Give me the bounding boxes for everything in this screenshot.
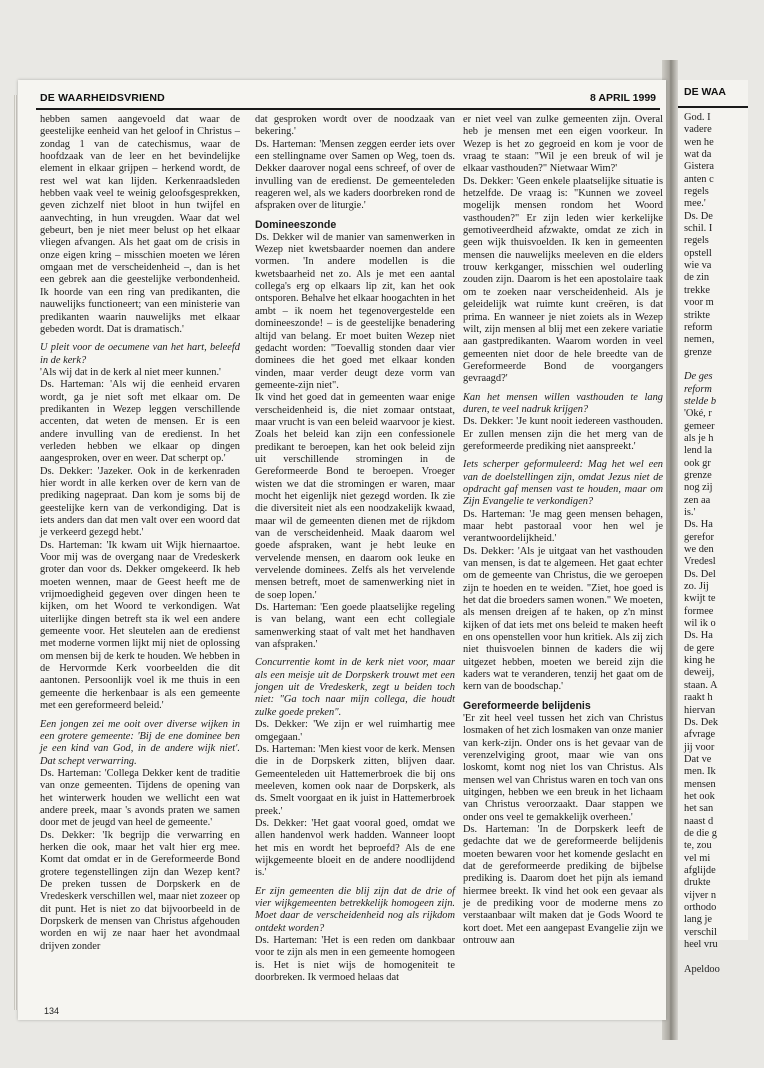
paragraph: Ds. Dekker: 'We zijn er wel ruimhartig mee omgegaan.' [255, 719, 455, 743]
right-page-line: jij voor [684, 741, 715, 753]
right-page-line: voor m [684, 297, 714, 309]
interview-question: Concurrentie komt in de kerk niet voor, maar als een meisje uit de Dorpskerk trouwt met een jongen uit de Vredeskerk, zegt u beiden toch niet: "Ga toch naar mijn collega, die houdt zulke goede preken". [255, 657, 455, 718]
paragraph: Ds. Dekker: 'Je kunt nooit iedereen vasthouden. Er zullen mensen zijn die het merg van de gereformeerde prediking niet aanspreekt.' [463, 416, 663, 452]
right-page-line: nemen, [684, 334, 715, 346]
page-number: 134 [44, 1006, 60, 1016]
interview-question: Kan het mensen willen vasthouden te lang duren, te veel nadruk krijgen? [463, 391, 663, 415]
right-page-line: Ds. Ha [684, 630, 713, 642]
paragraph: Ds. Harteman: 'Ik kwam uit Wijk hiernaartoe. Voor mij was de overgang naar de Vredeskerk groter dan voor ds. Dekker omgekeerd. Ik heb moeten wennen, maar de Geest heeft me de vrijmoedigheid gegeven over dingen heen te kijken, om het Woord te verkondigen. Wat uiterlijke dingen betreft sta ik wel een andere gemeente voor. Het sleutelen aan de eredienst met moderne vormen lijkt mij niet de oplossing om mensen bij de kerk te houden. We hebben in de Hervormde Kerk voorbeelden die dit aantonen. Persoonlijk voel ik me thuis in een gemeente die herkenbaar is als een gemeente met een gereformeerd beleid.' [40, 539, 240, 712]
right-page-line: raakt h [684, 692, 713, 704]
right-page-line: 'Oké, r [684, 408, 712, 420]
paragraph: Ds. Dekker wil de manier van samenwerken in Wezep niet kwetsbaarder noemen dan andere vormen. 'In andere modellen is die kwetsbaarheid net zo. Als je met een aantal collega's erg op elkaars lip zit, kan het ook ontsporen. Behalve het elkaar hoogachten in het ambt – ik noem het tegenovergestelde een domineeszonde! – is de geestelijke benadering altijd van belang. Er moet buiten Wezep niet gedacht worden: "Toevallig stonden daar vier dominees die het goed met elkaar konden vinden, maar verder deugt deze vorm van gemeente-zijn niet". [255, 231, 455, 391]
right-page-line: we den [684, 544, 714, 556]
right-page-line: als je h [684, 432, 714, 444]
section-heading: Domineeszonde [255, 218, 337, 231]
right-page-line: wil ik o [684, 618, 716, 630]
right-page-line [684, 951, 764, 963]
right-page-line: wie va [684, 260, 712, 272]
right-page-line: men. Ik [684, 766, 716, 778]
right-page-line: Gistera [684, 161, 715, 173]
article-column-2 [255, 114, 455, 984]
right-page-line: God. I [684, 112, 711, 123]
paragraph: 'Als wij dat in de kerk al niet meer kunnen.' [40, 366, 221, 378]
right-page-line: schil. I [684, 223, 713, 235]
right-page-column [684, 112, 764, 976]
right-page-line: afglijde [684, 864, 716, 876]
right-page-rule [678, 106, 748, 108]
right-page-line: Dat ve [684, 753, 712, 765]
right-page-line: is.' [684, 507, 696, 518]
right-page-line: wat da [684, 149, 712, 161]
right-page-line: de zin [684, 272, 710, 284]
right-page-line: Ds. Del [684, 568, 716, 580]
right-page-line: hiervan [684, 704, 716, 716]
right-page-line: zen aa [684, 494, 711, 506]
paragraph: Ds. Harteman: 'Je mag geen mensen behagen, maar hebt pastoraal voor hen wel je verantwoordelijkheid.' [463, 508, 663, 545]
right-page-line: gerefor [684, 531, 714, 543]
paragraph: Ds. Dekker: 'Geen enkele plaatselijke situatie is hetzelfde. De vraag is: "Kunnen we zoveel mogelijk mensen rondom het Woord vasthouden?" Er zijn leden wier kerkelijke gemotiveerdheid afzwakte, omdat ze zich in geen wijk thuisvoelden. Ik ken in gemeenten mensen die nauwelijks meeleven en die elders trouw kerkganger, misschien wel ouderling zouden zijn. Daarom is het een apostolaire taak om te zoeken naar verscheidenheid. Als je geleidelijk wat ruimte kunt creëren, is dat prima. En wanneer je niet zoiets als in Wezep wilt, zijn mensen al blij met een zekere variatie aan gastpredikanten. Waarom worden in veel gemeenten niet door de hele breedte van de Gereformeerde Bond de voorgangers gevraagd?' [463, 175, 663, 385]
interview-question: Iets scherper geformuleerd: Mag het wel een van de doelstellingen zijn, omdat Jezus niet de opdracht gaf mensen vast te houden, maar om Zijn Evangelie te verkondigen? [463, 459, 663, 508]
paragraph: Ds. Harteman: 'Het is een reden om dankbaar voor te zijn als men in een gemeente homogeen is. Het is niet wijs de homogeniteit te doorbreken. Ik vermoed helaas dat [255, 935, 455, 984]
paragraph: er niet veel van zulke gemeenten zijn. Overal heb je mensen met een eigen voorkeur. In Wezep is het zo gegroeid en kom je voor de vraag te staan: "Wil je een breuk of wil je elkaar vasthouden?" Nietwaar Wim?' [463, 114, 663, 175]
paragraph: hebben samen aangevoeld dat waar de geestelijke eenheid van het geloof in Christus – zondag 1 van de catechismus, waar de hoofdzaak van de leer en het bevindelijke element in elkaar grijpen – herkend wordt, de rest wel wat kan lijden. Kerkenraadsleden hebben vaak veel te weinig geloofsgesprekken, geven zichzelf niet bloot in hun twijfel en aanvechting, in hun vreugden. Waar dat wel gebeurt, ben je niet meer belust op het elkaar vliegen afvangen. Als het gaat om de crisis in onze eigen kring – misschien moeten we léren omgaan met de verscheidenheid –, dan is het een gebrek aan die geestelijke verbondenheid. Ik hoorde van een ring van predikanten, die nauwelijks functioneert; van een ministerie van predikanten waarin nauwelijks met elkaar gebeden wordt. Dat is dramatisch.' [40, 114, 240, 335]
paragraph: Ds. Dekker: 'Als je uitgaat van het vasthouden van mensen, is dat te algemeen. Het gaat echter om de gemeente van Christus, die we geroepen zijn te hoeden en te weiden. "Ziet, hoe goed is het dat die broeders samen wonen." We moeten, als mensen dreigen af te haken, op z'n minst kijken of dat iets met ons beleid te maken heeft en ons openstellen voor hun kritiek. Als zij zich niet thuisvoelen binnen de kaders die wij uitgezet hebben, moeten we bereid zijn die kaders wat te veranderen, tenzij het gaat om de kern van de boodschap.' [463, 545, 663, 693]
right-page [678, 80, 748, 975]
right-page-line: orthodo [684, 902, 717, 913]
paragraph: Ds. Harteman: 'Collega Dekker kent de traditie van onze gemeenten. Tijdens de opening van het winterwerk houden we wellicht een wat andere preek, maar 's avonds praten we samen door met de jeugd van heel de gemeente.' [40, 767, 240, 829]
right-page-line: staan. A [684, 679, 718, 691]
article-column-3 [463, 114, 663, 947]
right-page-line: Ds. De [684, 210, 713, 222]
right-page-line: deweij, [684, 667, 715, 679]
right-page-line: Ds. Dek [684, 716, 719, 728]
paragraph: Ds. Harteman: 'Als wij die eenheid ervaren wordt, ga je niet soft met elkaar om. De predikanten in Wezep leggen verschillende accenten, dat weten de mensen. Er is een andere invulling van de eredienst. In het verleden hebben we elkaar op dingen aangesproken, over en weer. Dat scherpt op.' [40, 379, 240, 465]
right-page-line: strikte [684, 309, 710, 321]
paragraph: Ds. Harteman: 'Men kiest voor de kerk. Mensen die in de Dorpskerk zitten, blijven daar. Gemeenteleden uit Hattemerbroek die bij ons meeleven, komen ook naar de Dorpskerk, als ds. Smelt voorgaat en ik juist in Hattemerbroek preek.' [255, 743, 455, 817]
right-page-line: mensen [684, 778, 716, 790]
right-page-line: Ds. Ha [684, 519, 713, 531]
right-page-line: reform [684, 383, 712, 395]
right-page-line: Vredesl [684, 556, 716, 568]
paragraph: Ik vind het goed dat in gemeenten waar enige verscheidenheid is, die niet zomaar ontstaat, maar vrucht is van een beleid waarvoor je kiest. Zoals het beleid kan zijn een confessionele predikant te beroepen, kan het ook beleid zijn uit verschillende stromingen in de Gereformeerde Bond te beroepen. Vroeger wisten we dat die stromingen er waren, maar mocht het eigenlijk niet gezegd worden. Ik zie die diversiteit niet als een noodzakelijk kwaad, maar wil de gemeenten dienen met de rijkdom van de verscheidenheid. Maak daarom wel goede afspraken, want je hebt leuke en vervelende mensen, en daarom ook leuke en vervelende dominees. Zelfs als het vervelende mensen betreft, moet de samenwerking niet in de soep lopen.' [255, 392, 455, 601]
right-page-line: grenze [684, 469, 712, 481]
right-page-line: regels [684, 235, 709, 247]
right-page-line: trekke [684, 284, 710, 296]
right-page-line: te, zou [684, 840, 712, 852]
right-page-line: vadere [684, 124, 712, 136]
right-page-line: drukte [684, 877, 711, 889]
right-page-line: verschil [684, 926, 717, 938]
right-page-line [684, 359, 764, 371]
right-page-line: ook gr [684, 457, 711, 469]
right-page-header: DE WAA [684, 86, 726, 98]
right-page-line: mee.' [684, 198, 706, 210]
right-page-line: wen he [684, 136, 714, 148]
publication-date: 8 APRIL 1999 [590, 92, 656, 104]
right-page-line: de gere [684, 642, 715, 654]
right-page-line: lend la [684, 445, 712, 457]
paragraph: Ds. Harteman: 'Mensen zeggen eerder iets over een stellingname over Samen op Weg, toen ds. Dekker daarover nogal eens schreef, of over de invulling van de eredienst. De gemeenteleden reageren wel, als we kaders doorbreken rond de afspraken over de liturgie.' [255, 138, 455, 212]
right-page-line: het ook [684, 790, 715, 802]
right-page-line: naast d [684, 815, 714, 827]
paragraph: dat gesproken wordt over de noodzaak van bekering.' [255, 114, 455, 138]
paragraph: Ds. Harteman: 'In de Dorpskerk leeft de gedachte dat we de gereformeerde belijdenis moeten bewaren voor het komende geslacht en dat de gereformeerde prediking de bijbelse prediking is. Daarom doet het pijn als iemand hiermee breekt. Ik vind het ook een gevaar als je de prediking voor de moderne mens zo verstaanbaar wilt maken dat je Gods Woord te kort doet. Met een aangepast Evangelie zijn we ontrouw aan [463, 823, 663, 946]
page-header [36, 86, 660, 110]
interview-question: Er zijn gemeenten die blij zijn dat de drie of vier wijkgemeenten betrekkelijk homogeen zijn. Moet daar de verscheidenheid nog als rijkdom ontdekt worden? [255, 885, 455, 934]
right-page-line: opstell [684, 247, 712, 259]
section-heading: Gereformeerde belijdenis [463, 699, 591, 712]
right-page-line: lang je [684, 914, 712, 926]
paragraph: Ds. Dekker: 'Het gaat vooral goed, omdat we allen handenvol werk hadden. Wanneer loopt het mis en wordt het beproefd? Als de ene wijkgemeente bloeit en de andere noodlijdend is.' [255, 817, 455, 879]
right-page-line: heel vru [684, 939, 718, 951]
right-page-line: gemeer [684, 420, 715, 432]
paragraph: 'Er zit heel veel tussen het zich van Christus losmaken of het zich losmaken van onze manier van kerk-zijn. Onder ons is het gevaar van de verenzelviging groot, maar wie van ons loskomt, komt nog niet los van Christus. Als mensen wel van Christus waren en toch van ons uitgingen, hebben we een breuk in het lichaam van Christus veroorzaakt. Daar stappen we onder ons veel te gemakkelijk overheen.' [463, 712, 663, 823]
right-page-line: stelde b [684, 395, 717, 407]
right-page-line: king he [684, 655, 715, 667]
right-page-line: grenze [684, 346, 712, 358]
paragraph: Ds. Dekker: 'Ik begrijp die verwarring en herken die ook, maar het valt hier erg mee. Komt dat omdat er in de Gereformeerde Bond grotere tegenstellingen zijn dan Wezep kent? De preken tussen de Dorpskerk en de Vredeskerk verschillen wel, maar niet zozeer op dit punt. Het is niet zo dat bijvoorbeeld in de Dorpskerk de mensen van Christus afgehouden worden en wij ze naar haer het avondmaal drijven zonder [40, 829, 240, 952]
right-page-line: De ges [684, 371, 713, 383]
article-column-1 [40, 114, 240, 953]
publication-title: DE WAARHEIDSVRIEND [40, 92, 165, 104]
right-page-line: formee [684, 605, 714, 617]
right-page-line: regels [684, 186, 709, 198]
right-page-line: vijver n [684, 889, 717, 901]
paragraph: Ds. Harteman: 'Een goede plaatselijke regeling is van belang, want een echt collegiale samenwerking staat of valt met het handhaven van afspraken.' [255, 602, 455, 651]
right-page-line: vel mi [684, 852, 711, 864]
interview-question: U pleit voor de oecumene van het hart, beleefd in de kerk? [40, 342, 240, 366]
right-page-line: de die g [684, 827, 717, 839]
right-page-line: reform [684, 321, 713, 333]
right-page-line: anten c [684, 173, 714, 185]
right-page-line: zo. Jij [684, 581, 709, 593]
interview-question: Een jongen zei me ooit over diverse wijken in een grotere gemeente: 'Bij de ene dominee ben je een kind van God, in de andere wijk niet'. Dat schept verwarring. [40, 718, 240, 767]
right-page-line: nog zij [684, 482, 713, 494]
right-page-line: afvrage [684, 729, 716, 741]
right-page-line: Apeldoo [684, 963, 720, 975]
paragraph: Ds. Dekker: 'Jazeker. Ook in de kerkenraden hier wordt in alle kerken over de kern van de prediking nagepraat. Dan kom je soms bij de geestelijke kern van de verkondiging. Dat is iets anders dan dat men valt over een woord dat je verkeerd gezegd hebt.' [40, 465, 240, 539]
right-page-line: het san [684, 803, 714, 815]
right-page-line: kwijt te [684, 593, 716, 605]
